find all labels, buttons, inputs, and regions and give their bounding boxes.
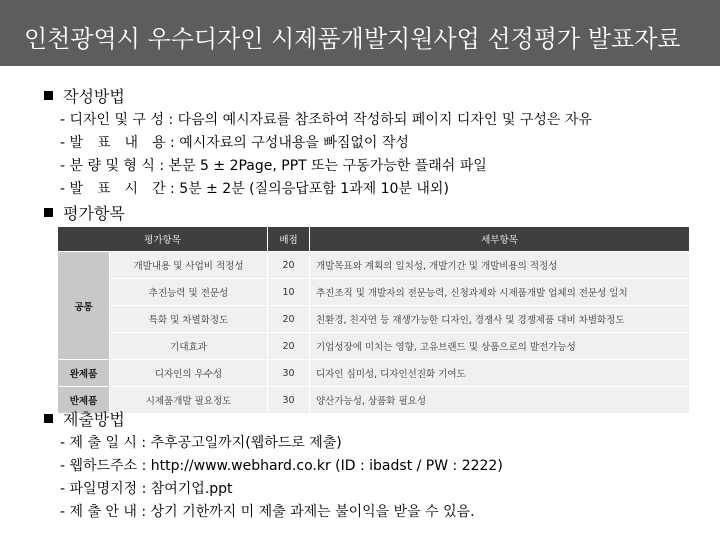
table-row [58,333,690,360]
score-cell: 10 [268,279,310,306]
evaluation-table [57,226,690,414]
score-cell: 20 [268,252,310,279]
score-cell: 30 [268,387,310,414]
page-title: 인천광역시 우수디자인 시제품개발지원사업 선정평가 발표자료 [24,25,681,53]
square-bullet-icon [44,414,53,423]
detail-cell: 디자인 심미성, 디자인선진화 기여도 [310,360,690,387]
item-cell: 디자인의 우수성 [110,360,268,387]
section-title-submit [44,407,125,430]
item-cell: 개발내용 및 사업비 적정성 [110,252,268,279]
section-title-text: 평가항목 [63,204,125,223]
square-bullet-icon [44,91,53,100]
score-cell: 30 [268,360,310,387]
square-bullet-icon [44,208,53,217]
score-cell: 20 [268,333,310,360]
item-cell: 특화 및 차별화정도 [110,306,268,333]
item-cell: 기대효과 [110,333,268,360]
header-score: 배점 [268,227,310,252]
detail-cell: 기업성장에 미치는 영향, 고유브랜드 및 상품으로의 발전가능성 [310,333,690,360]
detail-cell: 친환경, 친자연 등 재생가능한 디자인, 경쟁사 및 경쟁제품 대비 차별화정도 [310,306,690,333]
item-cell: 추진능력 및 전문성 [110,279,268,306]
section-title-text: 작성방법 [63,87,125,106]
detail-cell: 양산가능성, 상품화 필요성 [310,387,690,414]
method-line-3: - 분 량 및 형 식 : 본문 5 ± 2Page, PPT 또는 구동가능한 플래쉬 파일 [60,158,487,174]
detail-cell: 개발목표와 계획의 일치성, 개발기간 및 개발비용의 적정성 [310,252,690,279]
submit-line-2: - 웹하드주소 : http://www.webhard.co.kr (ID : ibadst / PW : 2222) [60,458,503,474]
table-row [58,306,690,333]
table-row [58,252,690,279]
section-title-method [44,84,125,107]
table-header-row [58,227,690,252]
submit-line-1: - 제 출 일 시 : 추후공고일까지(웹하드로 제출) [60,435,342,451]
table-row [58,387,690,414]
category-cell: 공통 [58,252,110,360]
table-row [58,279,690,306]
category-cell: 반제품 [58,387,110,414]
method-line-4: - 발 표 시 간 : 5분 ± 2분 (질의응답포함 1과제 10분 내외) [60,181,449,197]
header-bar [0,0,720,66]
score-cell: 20 [268,306,310,333]
detail-cell: 추진조직 및 개발자의 전문능력, 신청과제와 시제품개발 업체의 전문성 일치 [310,279,690,306]
method-line-2: - 발 표 내 용 : 예시자료의 구성내용을 빠짐없이 작성 [60,135,409,151]
method-line-1: - 디자인 및 구 성 : 다음의 예시자료를 참조하여 작성하되 페이지 디자인 및 구성은 자유 [60,112,592,128]
item-cell: 시제품개발 필요정도 [110,387,268,414]
section-title-text: 제출방법 [63,410,125,429]
submit-line-3: - 파일명지정 : 참여기업.ppt [60,481,233,497]
header-item: 평가항목 [58,227,268,252]
submit-line-4: - 제 출 안 내 : 상기 기한까지 미 제출 과제는 불이익을 받을 수 있음. [60,504,475,520]
header-detail: 세부항목 [310,227,690,252]
section-title-items [44,201,125,224]
table-row [58,360,690,387]
category-cell: 완제품 [58,360,110,387]
